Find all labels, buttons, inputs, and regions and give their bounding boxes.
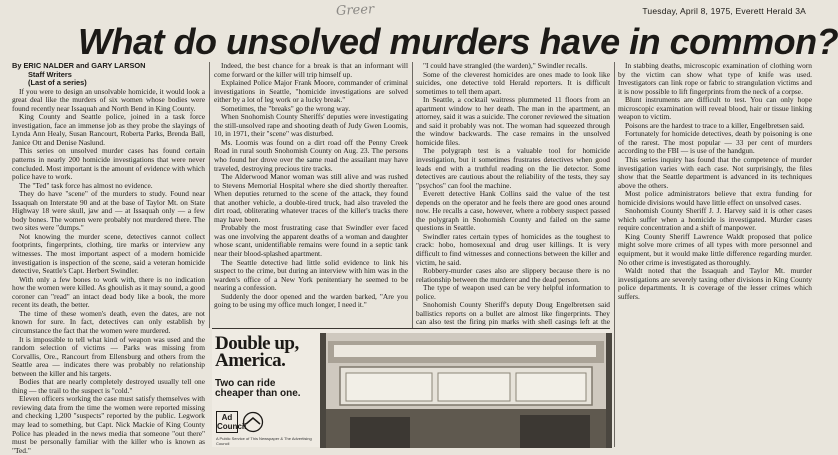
article-paragraph: Explained Police Major Frank Moore, commander of criminal investigations in Seattle, "homicide investigations are solved either by a lot of leg work or a lucky break." [214,78,408,105]
article-paragraph: Poisons are the hardest to trace to a killer, Engelbretsen said. [625,120,805,130]
column-rule [412,62,413,328]
byline-role: Staff Writers [28,69,72,79]
dot-emblem-icon [242,411,264,433]
article-column-4 [618,62,812,447]
article-paragraph: The polygraph test is a valuable tool for homicide investigation, but it sometimes frustrates detectives when good leads end with a truthful reading on the lie detector. Some detectives are cautious about the reliability of the tests, they say "psychos" can fool the machine. [416,146,610,190]
ad-subtitle: Two can ride cheaper than one. [215,378,301,399]
article-paragraph: Probably the most frustrating case that Swindler ever faced was one involving the apparent deaths of a woman and daughter whose scant, unidentifiable remains were found in a septic tank near their blood-splashed apartment. [214,223,408,259]
article-paragraph: Blunt instruments are difficult to test. You can only hope microscopic examination will reveal blood, hair or tissue linking weapon to victim. [618,95,812,122]
article-paragraph: King County and Seattle police, joined in a task force investigation, face an immense job as they probe the slayings of Lynda Ann Healy, Susan Rancourt, Roberta Parks, Brenda Ball, Janice Ott and Denise Naslund. [12,112,205,147]
article-paragraph: The type of weapon used can be very helpful information to police. [416,283,610,301]
article-paragraph: With only a few bones to work with, there is no indication how the women were killed. As ghoulish as it may sound, a good coroner can "read" an intact dead body like a book, the more recent its death, the better. [12,274,205,310]
article-paragraph: Suddenly the door opened and the warden barked, "Are you going to be using my office much longer, I need it." [214,291,408,310]
byline-names: By ERIC NALDER and GARY LARSON [12,61,146,70]
article-paragraph: This series inquiry has found that the competence of murder investigation varies with each case. Not surprisingly, the files show that the Seattle department is advanced in its techniques above the others. [618,155,812,190]
article-paragraph: Eleven officers working the case must satisfy themselves with reviewing data from the time the women were reported missing and checking 1,200 "suspects" reported by the public. Legwork may lead to something, but Capt. Nick Mackie of King County Police has pleaded in the news media that someone "out there" must be personally familiar with the killer who is known as "Ted." [12,394,205,455]
article-column-3 [416,61,610,327]
article-paragraph: If you were to design an unsolvable homicide, it would look a great deal like the murders of six women whose bodies were found recently near Issaquah and North Bend in King County. [12,86,205,113]
article-paragraph: The "Ted" task force has almost no evidence. [19,180,153,190]
article-column-2 [214,62,408,324]
article-paragraph: The Seattle detective had little solid evidence to link his suspect to the crime, but during an interview with him was in the warden's office of a New York penitentiary he seemed to be nearing a confession. [214,257,408,293]
column-body [12,88,205,455]
article-paragraph: Some of the cleverest homicides are ones made to look like suicides, one detective told Herald reporters. It is difficult sometimes to tell them apart. [416,69,610,96]
article-paragraph: This series on unsolved murder cases has found certain patterns in nearly 200 homicide investigations that were never concluded. Most important is the amount of evidence with which police have to work. [12,146,205,182]
bus-photo-illustration [320,333,612,448]
article-paragraph: Ms. Loomis was found on a dirt road off the Penny Creek Road in rural south Snohomish County on Aug. 23. The persons who found her drove over the same road the assailant may have traveled, destroying precious tire tracks. [214,137,408,173]
column-rule [209,62,210,328]
article-paragraph: "I could have strangled (the warden)," Swindler recalls. [423,61,588,70]
article-paragraph: In Seattle, a cocktail waitress plummeted 11 floors from an apartment window to her death. The man in the apartment, an attorney, said it was a suicide. The coroner reviewed the situation and said it probably was not. The woman had squeezed through the window backwards. The case remains in the unsolved homicide files. [416,95,610,147]
column-rule [614,62,615,447]
article-paragraph: The Alderwood Manor woman was still alive and was rushed to Stevens Memorial Hospital where she died shortly thereafter. When deputies returned to the scene of the attack, they found that another vehicle, a double-tired truck, had also traveled the dirt road, obliterating whatever traces of the killer's tracks there may have been. [214,172,408,224]
ad-title: Double up, America. [215,333,299,371]
headline: What do unsolved murders have in common? [78,21,838,62]
article-paragraph: When Snohomish County Sheriffs' deputies were investigating the still-unsolved rape and shooting death of Judy Gwen Loomis, 10, in 1971, their "scene" was disturbed. [214,112,408,139]
handwritten-annotation: Greer [335,2,375,19]
article-paragraph: Fortunately for homicide detectives, death by poisoning is one of the rarest. The most popular — 33 per cent of murders according to the FBI — is use of the handgun. [618,129,812,156]
ad-fine-print: A Public Service of This Newspaper & The Advertising Council [216,436,312,446]
article-paragraph: Snohomish County Sheriff J. J. Harvey said it is other cases which suffer when a homicide is investigated. Murder cases require concentration and a shift of manpower. [618,206,812,233]
article-paragraph: The time of these women's death, even the dates, are not known for sure. In fact, detectives can only establish by circumstance the fact that the women were murdered. [12,308,205,335]
article-paragraph: King County Sheriff Lawrence Waldt proposed that police might solve more crimes of all types with more personnel and equipment, but it would make little difference regarding murder. No other crime is investigated as thoroughly. [618,231,812,267]
column-body [618,62,812,301]
ad-council-logo [216,411,247,433]
public-service-ad [212,328,610,447]
article-paragraph: Snohomish County Sheriff's deputy Doug Engelbretsen said ballistics reports on a bullet are almost like fingerprints. They can also test the firing pin marks with shell casings left at the [416,300,610,327]
ad-photo-bus-interior [320,333,612,448]
article-paragraph: Most police administrators believe that extra funding for homicide divisions would have little effect on unsolved cases. [618,189,812,207]
article-paragraph: In stabbing deaths, microscopic examination of clothing worn by the victim can show what type of knife was used. Investigators can link rope or fabric to strangulation victims and it is now possible to lift fingerprints from the neck of a corpse. [618,61,812,96]
article-paragraph: Waldt noted that the Issaquah and Taylor Mt. murder investigations are severely taxing other divisions in King County police departments. It is coverage of the lesser crimes which suffers. [618,266,812,301]
byline-series: (Last of a series) [28,78,87,88]
column-body [214,62,408,310]
dateline: Tuesday, April 8, 1975, Everett Herald 3A [642,6,806,16]
article-paragraph: Not knowing the murder scene, detectives cannot collect footprints, fingerprints, clothing, tire marks or interview any witnesses. The most important aspect of a modern homicide investigation is inspection of the scene, said a veteran homicide detective, Seattle's Capt. Herbert Swindler. [12,231,205,276]
article-paragraph: Robbery-murder cases also are slippery because there is no relationship between the murderer and the dead person. [416,266,610,284]
article-paragraph: Bodies that are nearly completely destroyed usually tell one thing — the trail to the suspect is "cold." [12,377,205,395]
article-paragraph: Indeed, the best chance for a break is that an informant will come forward or the killer will trip himself up. [214,61,408,79]
article-paragraph: Swindler rates certain types of homicides as the toughest to crack: hobo, homosexual and drug user killings. It is very difficult to find witnesses and connections between the killer and victim, he said. [416,231,610,267]
article-paragraph: It is impossible to tell what kind of weapon was used and the random selection of victims — Parks was missing from Corvallis, Ore., Rancourt from Ellensburg and others from the Seattle area — indicates there was probably no relationship between the killer and his targets. [12,334,205,378]
article-paragraph: They do have "scene" of the murders to study. Found near Issaquah on Interstate 90 and at the base of Taylor Mt. on State Highway 18 were skull, jaw and — at Issaquah only — a few body bones. The women were probably not murdered there. The two sites were "dumps." [12,189,205,233]
article-paragraph: Sometimes, the "breaks" go the wrong way. [221,103,351,113]
ad-logo-text: Ad Council [217,413,247,431]
column-body [416,62,610,336]
article-column-1 [12,61,205,455]
article-paragraph: Everett detective Hank Collins said the value of the test depends on the operator and he feels there are good ones around now. He recalls a case, however, where a robbery suspect passed the polygraph in Snohomish County and failed on the same questions in Seattle. [416,189,610,233]
